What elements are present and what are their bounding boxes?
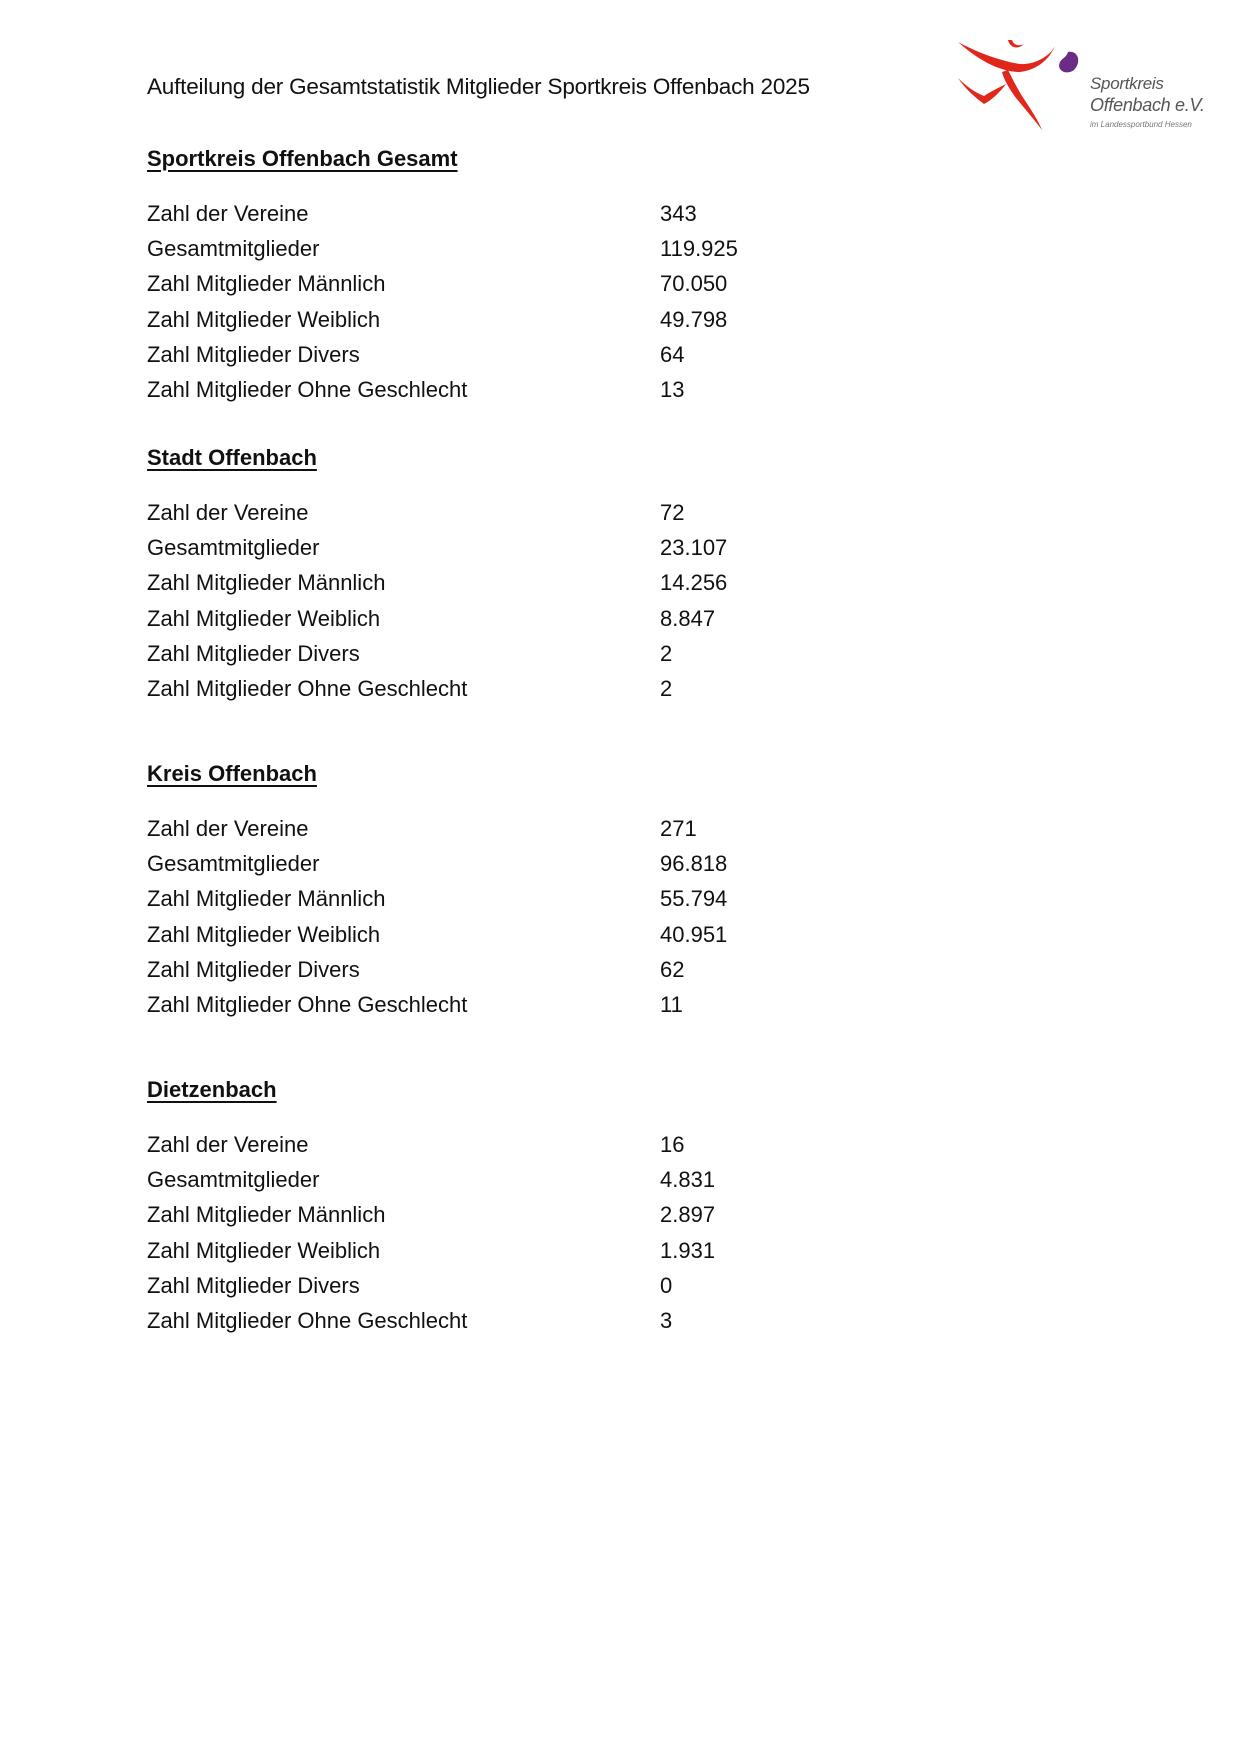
section-dietzenbach	[147, 1075, 847, 1338]
stat-label: Zahl der Vereine	[147, 1132, 309, 1157]
stat-row	[147, 881, 847, 916]
stat-value: 2	[660, 675, 673, 701]
stat-row	[147, 811, 847, 846]
stat-row	[147, 987, 847, 1022]
section-heading: Dietzenbach	[147, 1077, 277, 1102]
stat-label: Zahl Mitglieder Ohne Geschlecht	[147, 1307, 468, 1333]
section-heading: Stadt Offenbach	[147, 445, 317, 470]
stat-label: Zahl der Vereine	[147, 201, 309, 226]
stat-value: 2.897	[660, 1202, 716, 1228]
stat-row	[147, 601, 847, 636]
stat-label: Zahl Mitglieder Weiblich	[147, 605, 381, 631]
stat-label: Gesamtmitglieder	[147, 1167, 320, 1193]
stat-value: 49.798	[660, 306, 728, 332]
logo-text-line2: Offenbach e.V.	[1090, 95, 1205, 115]
section-sportkreis-gesamt	[147, 144, 847, 407]
logo-head	[1008, 40, 1024, 47]
stat-value: 70.050	[660, 271, 728, 297]
stat-row	[147, 231, 847, 266]
document-title: Aufteilung der Gesamtstatistik Mitglieder Sportkreis Offenbach 2025	[147, 74, 810, 99]
stat-value: 1.931	[660, 1237, 716, 1263]
stat-value: 0	[660, 1272, 673, 1298]
stat-value: 4.831	[660, 1167, 716, 1193]
stat-label: Zahl Mitglieder Weiblich	[147, 921, 381, 947]
stat-value: 23.107	[660, 535, 728, 561]
stat-row	[147, 530, 847, 565]
stat-label: Zahl Mitglieder Männlich	[147, 1202, 386, 1228]
stat-row	[147, 917, 847, 952]
stat-value: 16	[660, 1132, 685, 1157]
stat-label: Zahl der Vereine	[147, 500, 309, 525]
stat-label: Zahl Mitglieder Weiblich	[147, 306, 381, 332]
stat-value: 119.925	[660, 236, 738, 262]
stat-row	[147, 266, 847, 301]
section-stadt-offenbach	[147, 443, 847, 706]
stat-row	[147, 337, 847, 372]
stat-row	[147, 1268, 847, 1303]
stat-value: 62	[660, 956, 685, 982]
sportkreis-logo	[950, 34, 1220, 138]
logo-body-stroke	[1002, 70, 1042, 130]
stat-label: Zahl Mitglieder Männlich	[147, 271, 386, 297]
stat-value: 271	[660, 816, 697, 841]
stat-label: Zahl Mitglieder Ohne Geschlecht	[147, 376, 468, 402]
stat-value: 8.847	[660, 605, 716, 631]
section-heading: Sportkreis Offenbach Gesamt	[147, 146, 458, 171]
stat-row	[147, 671, 847, 706]
stat-value: 64	[660, 341, 685, 367]
stat-value: 96.818	[660, 851, 728, 877]
stat-label: Zahl Mitglieder Divers	[147, 956, 360, 982]
stat-row	[147, 846, 847, 881]
stat-value: 14.256	[660, 570, 728, 596]
stat-row	[147, 1233, 847, 1268]
runner-figure-icon	[950, 34, 1090, 138]
logo-text-line3: im Landessportbund Hessen	[1090, 120, 1192, 129]
stat-value: 13	[660, 376, 685, 402]
stat-label: Zahl der Vereine	[147, 816, 309, 841]
stat-row	[147, 302, 847, 337]
stat-label: Gesamtmitglieder	[147, 851, 320, 877]
stat-label: Zahl Mitglieder Divers	[147, 1272, 360, 1298]
stat-value: 72	[660, 500, 685, 525]
stat-row	[147, 495, 847, 530]
stat-row	[147, 196, 847, 231]
stat-row	[147, 565, 847, 600]
stat-row	[147, 636, 847, 671]
logo-text-line1: Sportkreis	[1090, 74, 1164, 93]
stat-value: 2	[660, 640, 673, 666]
stat-label: Gesamtmitglieder	[147, 236, 320, 262]
stat-value: 55.794	[660, 886, 728, 912]
stat-row	[147, 372, 847, 407]
stat-label: Zahl Mitglieder Ohne Geschlecht	[147, 991, 468, 1017]
logo-leg-stroke	[958, 78, 1006, 104]
section-kreis-offenbach	[147, 759, 847, 1022]
stat-row	[147, 1127, 847, 1162]
stat-label: Gesamtmitglieder	[147, 535, 320, 561]
stat-row	[147, 1303, 847, 1338]
stat-value: 40.951	[660, 921, 728, 947]
stat-label: Zahl Mitglieder Ohne Geschlecht	[147, 675, 468, 701]
stat-row	[147, 1197, 847, 1232]
stat-label: Zahl Mitglieder Divers	[147, 640, 360, 666]
logo-arm-stroke	[958, 42, 1055, 72]
stat-value: 11	[660, 991, 683, 1017]
stat-value: 3	[660, 1307, 673, 1333]
stat-label: Zahl Mitglieder Männlich	[147, 886, 386, 912]
logo-ball	[1059, 52, 1078, 73]
stat-row	[147, 1162, 847, 1197]
stat-label: Zahl Mitglieder Divers	[147, 341, 360, 367]
stat-row	[147, 952, 847, 987]
section-heading: Kreis Offenbach	[147, 761, 317, 786]
stat-value: 343	[660, 201, 697, 226]
stat-label: Zahl Mitglieder Weiblich	[147, 1237, 381, 1263]
stat-label: Zahl Mitglieder Männlich	[147, 570, 386, 596]
